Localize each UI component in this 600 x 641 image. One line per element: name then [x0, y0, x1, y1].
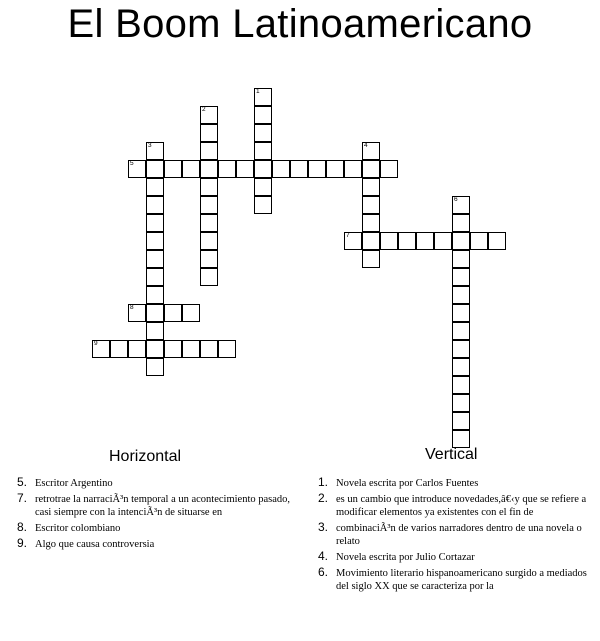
grid-cell[interactable]: [272, 160, 290, 178]
clue-number: 1.: [318, 475, 329, 489]
grid-cell[interactable]: [146, 250, 164, 268]
grid-cell[interactable]: [434, 232, 452, 250]
grid-cell[interactable]: [380, 160, 398, 178]
clue-text: es un cambio que introduce novedades,â€‹y que se refiere a modificar elementos ya existentes con el fin de: [336, 494, 587, 518]
grid-cell[interactable]: [164, 160, 182, 178]
grid-cell[interactable]: [452, 340, 470, 358]
grid-cell[interactable]: [452, 232, 470, 250]
grid-cell[interactable]: [200, 124, 218, 142]
grid-cell[interactable]: [362, 214, 380, 232]
grid-cell[interactable]: [398, 232, 416, 250]
grid-cell[interactable]: [200, 214, 218, 232]
grid-cell[interactable]: [308, 160, 326, 178]
horizontal-clue: [17, 538, 292, 551]
grid-cell[interactable]: [452, 412, 470, 430]
cell-number: 5: [130, 160, 134, 167]
grid-cell[interactable]: [416, 232, 434, 250]
grid-cell[interactable]: [254, 142, 272, 160]
grid-cell[interactable]: [254, 178, 272, 196]
vertical-clue: [318, 567, 600, 593]
grid-cell[interactable]: [452, 286, 470, 304]
grid-cell[interactable]: [146, 322, 164, 340]
grid-cell[interactable]: [200, 178, 218, 196]
cell-number: 2: [202, 106, 206, 113]
grid-cell[interactable]: [344, 232, 362, 250]
cell-number: 6: [454, 196, 458, 203]
grid-cell[interactable]: [218, 340, 236, 358]
grid-cell[interactable]: [452, 196, 470, 214]
grid-cell[interactable]: [146, 160, 164, 178]
grid-cell[interactable]: [254, 160, 272, 178]
grid-cell[interactable]: [200, 142, 218, 160]
grid-cell[interactable]: [452, 358, 470, 376]
horizontal-clue: [17, 477, 292, 490]
grid-cell[interactable]: [200, 196, 218, 214]
grid-cell[interactable]: [452, 250, 470, 268]
clue-text: Escritor Argentino: [35, 478, 113, 489]
clue-text: Novela escrita por Julio Cortazar: [336, 552, 475, 563]
cell-number: 3: [148, 142, 152, 149]
vertical-heading: Vertical: [425, 446, 478, 463]
grid-cell[interactable]: [164, 340, 182, 358]
grid-cell[interactable]: [290, 160, 308, 178]
grid-cell[interactable]: [146, 142, 164, 160]
grid-cell[interactable]: [254, 124, 272, 142]
grid-cell[interactable]: [362, 196, 380, 214]
grid-cell[interactable]: [146, 178, 164, 196]
grid-cell[interactable]: [146, 286, 164, 304]
grid-cell[interactable]: [362, 142, 380, 160]
clue-number: 8.: [17, 520, 28, 534]
clue-text: retrotrae la narraciÃ³n temporal a un acontecimiento pasado, casi siempre con la intenciÃ³n de situarse en: [35, 494, 291, 518]
clue-number: 2.: [318, 491, 329, 505]
clue-number: 9.: [17, 536, 28, 550]
grid-cell[interactable]: [470, 232, 488, 250]
grid-cell[interactable]: [200, 340, 218, 358]
grid-cell[interactable]: [200, 250, 218, 268]
grid-cell[interactable]: [146, 268, 164, 286]
grid-cell[interactable]: [182, 340, 200, 358]
cell-number: 4: [364, 142, 368, 149]
grid-cell[interactable]: [362, 250, 380, 268]
vertical-clue-list: [318, 477, 600, 596]
grid-cell[interactable]: [146, 340, 164, 358]
horizontal-heading: Horizontal: [109, 448, 182, 465]
grid-cell[interactable]: [254, 88, 272, 106]
grid-cell[interactable]: [92, 340, 110, 358]
clue-number: 3.: [318, 520, 329, 534]
cell-number: 7: [346, 232, 350, 239]
clue-text: Escritor colombiano: [35, 523, 121, 534]
grid-cell[interactable]: [200, 106, 218, 124]
grid-cell[interactable]: [452, 376, 470, 394]
grid-cell[interactable]: [362, 160, 380, 178]
horizontal-clue-list: [17, 477, 292, 554]
grid-cell[interactable]: [110, 340, 128, 358]
grid-cell[interactable]: [146, 196, 164, 214]
vertical-clue: [318, 551, 600, 564]
grid-cell[interactable]: [362, 232, 380, 250]
grid-cell[interactable]: [146, 232, 164, 250]
horizontal-clue: [17, 522, 292, 535]
grid-cell[interactable]: [182, 304, 200, 322]
vertical-clue: [318, 522, 600, 548]
grid-cell[interactable]: [344, 160, 362, 178]
grid-cell[interactable]: [326, 160, 344, 178]
clue-text: combinaciÃ³n de varios narradores dentro de una novela o relato: [336, 523, 582, 547]
clue-text: Novela escrita por Carlos Fuentes: [336, 478, 479, 489]
grid-cell[interactable]: [200, 232, 218, 250]
clue-number: 7.: [17, 491, 28, 505]
grid-cell[interactable]: [452, 394, 470, 412]
puzzle-title: El Boom Latinoamericano: [67, 2, 533, 46]
grid-cell[interactable]: [164, 304, 182, 322]
cell-number: 9: [94, 340, 98, 347]
grid-cell[interactable]: [128, 160, 146, 178]
grid-cell[interactable]: [254, 196, 272, 214]
clue-number: 6.: [318, 565, 329, 579]
grid-cell[interactable]: [380, 232, 398, 250]
grid-cell[interactable]: [452, 304, 470, 322]
grid-cell[interactable]: [452, 214, 470, 232]
vertical-clue: [318, 493, 600, 519]
grid-cell[interactable]: [236, 160, 254, 178]
clue-number: 5.: [17, 475, 28, 489]
clue-text: Algo que causa controversia: [35, 539, 155, 550]
grid-cell[interactable]: [362, 178, 380, 196]
horizontal-clue: [17, 493, 292, 519]
vertical-clue: [318, 477, 600, 490]
cell-number: 8: [130, 304, 134, 311]
grid-cell[interactable]: [254, 106, 272, 124]
grid-cell[interactable]: [128, 304, 146, 322]
grid-cell[interactable]: [182, 160, 200, 178]
clue-number: 4.: [318, 549, 329, 563]
grid-cell[interactable]: [146, 214, 164, 232]
grid-cell[interactable]: [488, 232, 506, 250]
grid-cell[interactable]: [452, 322, 470, 340]
cell-number: 1: [256, 88, 260, 95]
grid-cell[interactable]: [218, 160, 236, 178]
grid-cell[interactable]: [146, 304, 164, 322]
clue-text: Movimiento literario hispanoamericano surgido a mediados del siglo XX que se caracteriza por la: [336, 568, 587, 592]
grid-cell[interactable]: [452, 268, 470, 286]
grid-cell[interactable]: [200, 268, 218, 286]
grid-cell[interactable]: [200, 160, 218, 178]
grid-cell[interactable]: [146, 358, 164, 376]
grid-cell[interactable]: [128, 340, 146, 358]
